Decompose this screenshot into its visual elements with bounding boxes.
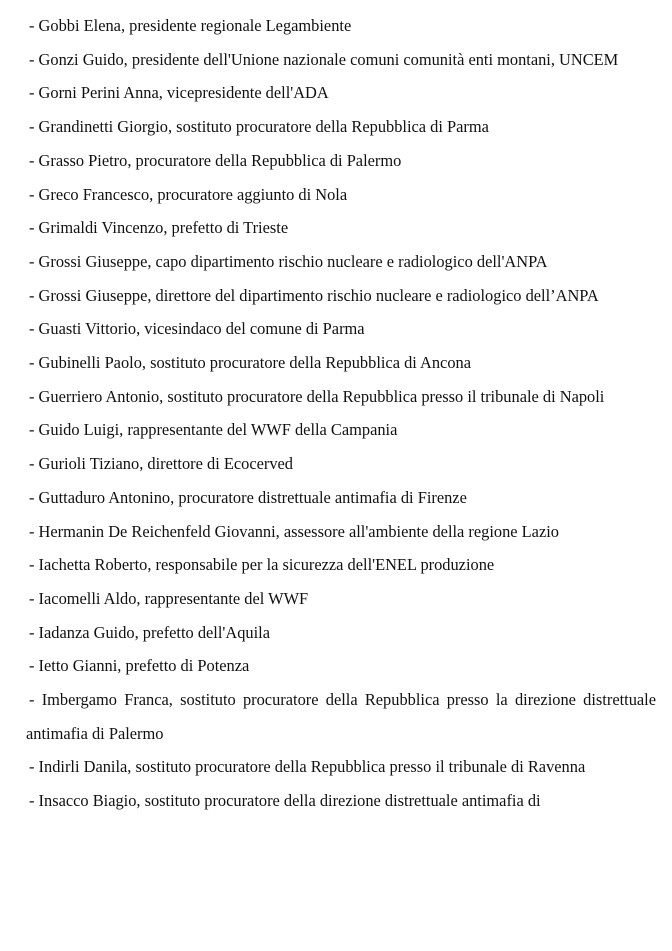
list-item: - Hermanin De Reichenfeld Giovanni, assessore all'ambiente della regione Lazio [29, 521, 559, 541]
list-item: - Guerriero Antonio, sostituto procuratore della Repubblica presso il tribunale di Napoli [29, 386, 605, 406]
list-item: - Grasso Pietro, procuratore della Repubblica di Palermo [29, 150, 402, 170]
list-item: - Guttaduro Antonino, procuratore distrettuale antimafia di Firenze [29, 487, 467, 507]
list-item: - Ietto Gianni, prefetto di Potenza [29, 656, 250, 676]
list-item: - Imbergamo Franca, sostituto procuratore della Repubblica presso la direzione distrettuale antimafia di Palermo [26, 690, 656, 743]
list-item: - Gobbi Elena, presidente regionale Legambiente [29, 16, 352, 35]
list-item: - Grimaldi Vincenzo, prefetto di Trieste [29, 218, 289, 238]
list-item: - Gurioli Tiziano, direttore di Ecocerved [29, 454, 294, 474]
list-item: - Greco Francesco, procuratore aggiunto di Nola [29, 184, 348, 204]
list-item: - Guasti Vittorio, vicesindaco del comune di Parma [29, 319, 365, 339]
list-item: - Insacco Biagio, sostituto procuratore della direzione distrettuale antimafia di [29, 791, 541, 811]
list-item: - Gonzi Guido, presidente dell'Unione nazionale comuni comunità enti montani, UNCEM [29, 49, 619, 69]
list-item: - Indirli Danila, sostituto procuratore della Repubblica presso il tribunale di Ravenna [29, 757, 586, 777]
list-item: - Gubinelli Paolo, sostituto procuratore della Repubblica di Ancona [29, 353, 471, 373]
list-item: - Guido Luigi, rappresentante del WWF della Campania [29, 420, 398, 440]
list-item: - Grossi Giuseppe, direttore del dipartimento rischio nucleare e radiologico dell’ANPA [29, 285, 599, 305]
list-item: - Iadanza Guido, prefetto dell'Aquila [29, 622, 270, 642]
list-item: - Iacomelli Aldo, rappresentante del WWF [29, 588, 309, 608]
list-item: - Iachetta Roberto, responsabile per la sicurezza dell'ENEL produzione [29, 555, 495, 575]
list-item: - Gorni Perini Anna, vicepresidente dell'ADA [29, 83, 329, 103]
list-item: - Grandinetti Giorgio, sostituto procuratore della Repubblica di Parma [29, 117, 489, 137]
list-item: - Grossi Giuseppe, capo dipartimento rischio nucleare e radiologico dell'ANPA [29, 251, 548, 271]
hearing-participants-list [26, 9, 656, 818]
